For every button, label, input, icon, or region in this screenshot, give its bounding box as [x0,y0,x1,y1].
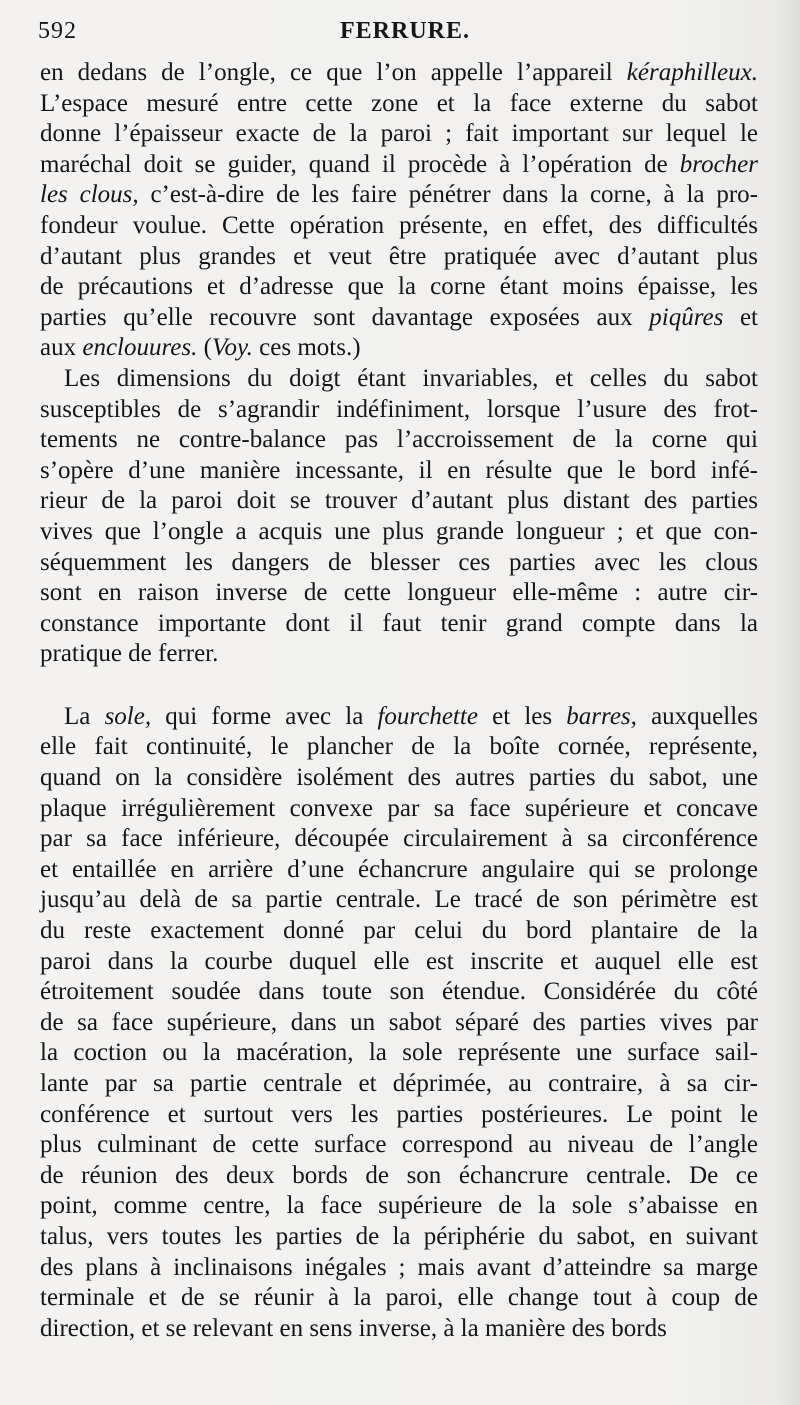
text-run: elle fait continuité, le plancher de la boîte cornée, représente, [40,733,758,761]
text-run: rieur de la paroi doit se trouver d’autant plus distant des parties [40,487,758,515]
text-run: direction, et se relevant en sens inverse, à la manière des bords [40,1314,667,1342]
text-run: Les dimensions du doigt étant invariables, et celles du sabot [64,364,758,392]
text-run: et les [477,702,567,730]
text-run: ces mots.) [252,334,361,362]
text-run: terminale et de se réunir à la paroi, elle change tout à coup de [40,1284,758,1312]
page-number: 592 [38,18,77,44]
text-line [40,425,758,456]
text-line [40,702,758,733]
running-title: FERRURE. [340,18,471,44]
text-line [40,364,758,395]
text-line [40,58,758,89]
text-run: quand on la considère isolément des autres parties du sabot, une [40,764,758,792]
text-line [40,885,758,916]
text-run: paroi dans la courbe duquel elle est inscrite et auquel elle est [40,947,758,975]
text-run: L’espace mesuré entre cette zone et la face externe du sabot [40,89,758,117]
italic-text: Voy. [211,334,253,362]
text-run: ( [197,334,212,362]
text-line [40,1314,758,1345]
text-run: donne l’épaisseur exacte de la paroi ; fait important sur lequel le [40,120,758,148]
italic-text: enclouures. [82,334,198,362]
italic-text: les clous, [40,181,139,209]
text-line [40,517,758,548]
text-run: la coction ou la macération, la sole représente une surface sail- [40,1039,758,1067]
text-line [40,794,758,825]
text-run: s’opère d’une manière incessante, il en résulte que le bord infé- [40,456,758,484]
text-run: des plans à inclinaisons inégales ; mais avant d’atteindre sa marge [40,1253,758,1281]
text-run: étroitement soudée dans toute son étendue. Considérée du côté [40,978,758,1006]
text-run: de réunion des deux bords de son échancrure centrale. De ce [40,1161,758,1189]
text-run: par sa face inférieure, découpée circulairement à sa circonférence [40,825,758,853]
italic-text: fourchette [377,702,478,730]
text-line [40,1038,758,1069]
text-line [40,1008,758,1039]
text-line [40,395,758,426]
text-run: et [723,303,758,331]
text-line [40,855,758,886]
text-run: séquemment les dangers de blesser ces parties avec les clous [40,548,758,576]
text-run: conférence et surtout vers les parties postérieures. Le point le [40,1100,758,1128]
body-text [40,58,758,1344]
text-line [40,639,758,670]
text-line [40,119,758,150]
text-run: qui forme avec la [151,702,378,730]
text-run: c’est-à-dire de les faire pénétrer dans la corne, à la pro- [138,181,758,209]
text-line [40,150,758,181]
text-line [40,1283,758,1314]
text-line [40,1222,758,1253]
text-line [40,578,758,609]
text-line [40,211,758,242]
text-line [40,180,758,211]
text-run: plaque irrégulièrement convexe par sa face supérieure et concave [40,794,758,822]
text-run: auxquelles [636,702,758,730]
text-line [40,1130,758,1161]
text-line [40,486,758,517]
text-line [40,763,758,794]
text-line [40,272,758,303]
paragraph-gap [40,670,758,702]
text-run: en dedans de l’ongle, ce que l’on appelle l’appareil [40,59,627,86]
text-line [40,609,758,640]
text-line [40,333,758,364]
italic-text: piqûres [649,303,724,331]
text-run: constance importante dont il faut tenir grand compte dans la [40,609,758,637]
text-line [40,1191,758,1222]
text-line [40,1161,758,1192]
text-run: aux [40,334,83,362]
text-run: La [64,702,105,730]
paragraph [40,58,758,364]
italic-text: kéraphilleux. [626,59,758,86]
italic-text: brocher [679,150,758,178]
text-run: du reste exactement donné par celui du bord plantaire de la [40,917,758,945]
text-run: plus culminant de cette surface correspond au niveau de l’angle [40,1131,758,1159]
text-line [40,1253,758,1284]
text-run: et entaillée en arrière d’une échancrure angulaire qui se prolonge [40,855,758,883]
text-run: de sa face supérieure, dans un sabot séparé des parties vives par [40,1008,758,1036]
page-edge-shadow [778,0,800,1405]
text-line [40,1100,758,1131]
text-run: talus, vers toutes les parties de la périphérie du sabot, en suivant [40,1222,758,1250]
text-run: lante par sa partie centrale et déprimée, au contraire, à sa cir- [40,1070,758,1097]
text-line [40,1069,758,1100]
text-run: jusqu’au delà de sa partie centrale. Le tracé de son périmètre est [40,886,758,914]
text-run: tements ne contre-balance pas l’accroissement de la corne qui [40,426,758,454]
text-line [40,456,758,487]
text-run: sont en raison inverse de cette longueur elle-même : autre cir- [40,579,758,607]
text-run: vives que l’ongle a acquis une plus grande longueur ; et que con- [40,517,758,545]
text-run: pratique de ferrer. [40,640,219,668]
text-run: d’autant plus grandes et veut être pratiquée avec d’autant plus [40,242,758,270]
text-run: maréchal doit se guider, quand il procède à l’opération de [40,150,680,178]
text-line [40,977,758,1008]
italic-text: sole, [104,702,152,730]
paragraph [40,364,758,670]
text-line [40,548,758,579]
text-line [40,732,758,763]
text-line [40,824,758,855]
running-head [38,14,778,48]
text-line [40,303,758,334]
text-line [40,89,758,120]
text-run: de précautions et d’adresse que la corne étant moins épaisse, les [40,273,758,301]
text-run: parties qu’elle recouvre sont davantage exposées aux [40,303,650,331]
text-line [40,947,758,978]
text-run: susceptibles de s’agrandir indéfiniment, lorsque l’usure des frot- [40,395,758,423]
text-line [40,242,758,273]
text-line [40,916,758,947]
text-run: point, comme centre, la face supérieure de la sole s’abaisse en [40,1192,758,1220]
text-run: fondeur voulue. Cette opération présente, en effet, des difficultés [40,211,758,239]
italic-text: barres, [566,702,637,730]
paragraph [40,702,758,1344]
